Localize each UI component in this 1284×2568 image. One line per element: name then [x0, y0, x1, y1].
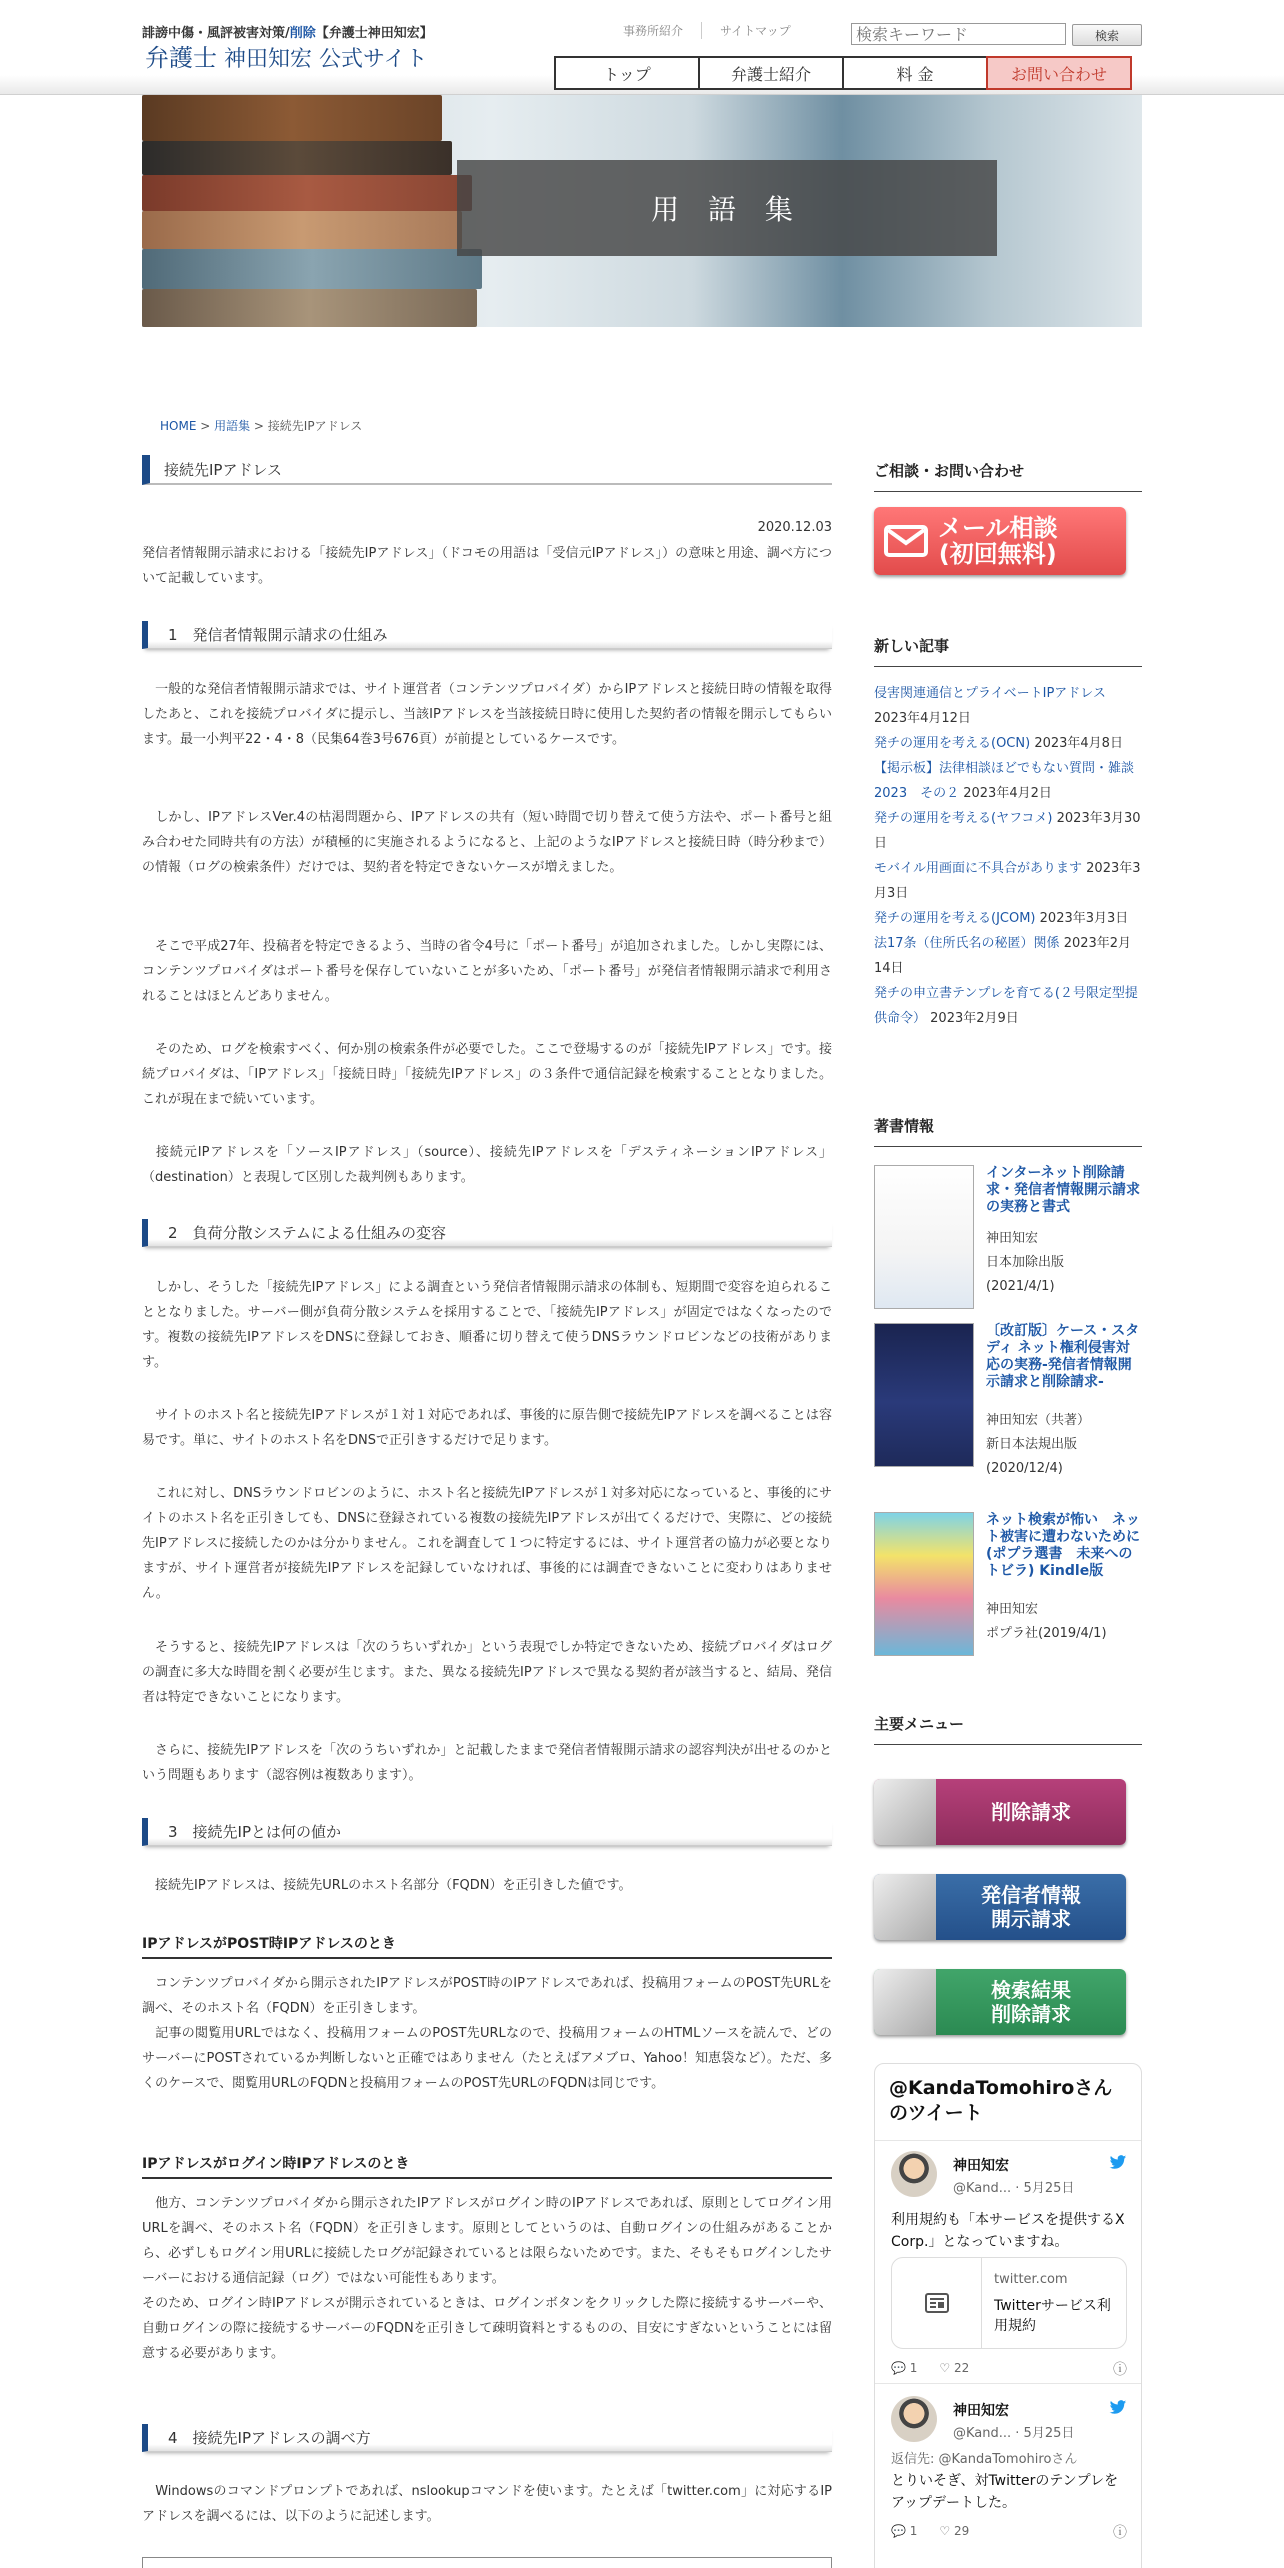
- twitter-bird-icon: [1109, 2400, 1127, 2419]
- subsection-post-heading: IPアドレスがPOST時IPアドレスのとき: [142, 1933, 832, 1959]
- news-title[interactable]: 発チの運用を考える(ヤフコメ): [874, 811, 1053, 826]
- card-doc-icon: [892, 2258, 982, 2348]
- nav-fees[interactable]: 料 金: [842, 56, 988, 90]
- section-1-para-3: そこで平成27年、投稿者を特定できるよう、当時の省令4号に「ポート番号」が追加されました。しかし実際には、コンテンツプロバイダはポート番号を保存していないことが多いため、「ポート番号」が発信者情報開示請求で利用されることはほとんどありません。: [142, 939, 832, 1004]
- news-date: 2023年2月9日: [930, 1011, 1019, 1026]
- breadcrumb-sep: >: [196, 419, 215, 433]
- news-title[interactable]: 発チの申立書テンプレを育てる(２号限定型提供命令）: [874, 986, 1138, 1026]
- avatar[interactable]: [891, 2396, 937, 2442]
- tweet-handle-date: @Kand... · 5月25日: [953, 2181, 1075, 2196]
- news-date: 2023年3月3日: [1039, 911, 1129, 926]
- page-banner: [142, 95, 1142, 327]
- card-domain: twitter.com: [994, 2272, 1068, 2287]
- menu-search-result-deletion[interactable]: [874, 1969, 1126, 2035]
- section-1-para-5: 接続元IPアドレスを「ソースIPアドレス」（source）、接続先IPアドレスを「デスティネーションIPアドレス」（destination）と表現して区別した裁判例もあります。: [142, 1145, 832, 1185]
- like-count[interactable]: ♡ 29: [939, 2524, 970, 2538]
- news-title[interactable]: 【掲示板】法律相談ほどでもない質問・雑談2023 その２: [874, 761, 1135, 801]
- search-input[interactable]: [851, 23, 1066, 45]
- news-item[interactable]: [874, 756, 1142, 806]
- news-date: 2023年4月12日: [874, 711, 971, 726]
- logo-lawyer-text: 弁護士: [145, 44, 217, 72]
- subsection-login-heading: IPアドレスがログイン時IPアドレスのとき: [142, 2153, 832, 2179]
- tweet-handle-date: @Kand... · 5月25日: [953, 2426, 1075, 2441]
- news-list: [874, 681, 1142, 1031]
- section-1-para-1: 一般的な発信者情報開示請求では、サイト運営者（コンテンツプロバイダ）からIPアドレスと接続日時の情報を取得したあと、これを接続プロバイダに提示し、当該IPアドレスを当該接続日時に使用した契約者の情報を開示してもらいます。最一小判平22・4・8（民集64巻3号676頁）が前提としているケースです。: [142, 682, 832, 747]
- section-1-para-2: しかし、IPアドレスVer.4の枯渇問題から、IPアドレスの共有（短い時間で切り替えて使う方法や、ポート番号と組み合わせた同時共有の方法）が積極的に実施されるようになると、上記のようなIPアドレスと接続日時（時分秒まで）の情報（ログの検索条件）だけでは、契約者を特定できないケースが増えました。: [142, 810, 832, 875]
- section-2-heading: 2 負荷分散システムによる仕組みの変容: [142, 1219, 832, 1247]
- site-header: [0, 0, 1284, 95]
- subsection-login-body: 他方、コンテンツプロバイダから開示されたIPアドレスがログイン時のIPアドレスであれば、原則としてログイン用URLを調べ、そのホスト名（FQDN）を正引きします。原則としてというのは、自動ログインの仕組みがあることから、必ずしもログイン用URLに接続したログが記録されているとは限らないためです。また、そもそもログインしたサーバーにおける通信記録（ログ）ではない可能性もあります。 そのため、ログイン時IPアドレスが開示されているときは、ログインボタンをクリックした際に接続するサーバーや、自動ログインの際に接続するサーバーのFQDNを正引きして疎明資料とするものの、目安にすぎないということには留意する必要があります。: [142, 2196, 832, 2361]
- book-item[interactable]: [874, 1165, 1142, 1315]
- reply-count-value: 1: [909, 2361, 918, 2375]
- avatar[interactable]: [891, 2151, 937, 2197]
- books-heading: 著書情報: [874, 1115, 1142, 1147]
- tagline-highlight: 削除: [289, 26, 316, 41]
- section-1-heading: 1 発信者情報開示請求の仕組み: [142, 621, 832, 649]
- section-3-para-1: 接続先IPアドレスは、接続先URLのホスト名部分（FQDN）を正引きした値です。: [142, 1878, 632, 1893]
- section-2-para-3: これに対し、DNSラウンドロビンのように、ホスト名と接続先IPアドレスが１対多対応になっていると、事後的にサイトのホスト名を正引きしても、DNSに登録されている複数の接続先IPアドレスが出てくるだけで、実際に、どの接続先IPアドレスに接続したのかは分かりません。これを調査して１つに特定するには、サイト運営者の協力が必要となりますが、サイト運営者が接続先IPアドレスを記録していなければ、事後的には調査できないことに変わりはありません。: [142, 1486, 832, 1601]
- article-intro: 発信者情報開示請求における「接続先IPアドレス」（ドコモの用語は「受信元IPアドレス」）の意味と用途、調べ方について記載しています。: [142, 546, 832, 586]
- nav-contact[interactable]: お問い合わせ: [986, 56, 1132, 90]
- book-meta: [986, 1227, 1064, 1299]
- section-2-para-5: さらに、接続先IPアドレスを「次のうちいずれか」と記載したままで発信者情報開示請求の認容判決が出せるのかという問題もあります（認容例は複数あります）。: [142, 1743, 832, 1783]
- news-title[interactable]: 法17条（住所氏名の秘匿）関係: [874, 936, 1060, 951]
- reply-count[interactable]: 💬 1: [891, 2524, 918, 2538]
- twitter-heading[interactable]: @KandaTomohiroさんのツイート: [875, 2064, 1141, 2141]
- news-item[interactable]: [874, 681, 1142, 731]
- news-item[interactable]: [874, 981, 1142, 1031]
- tagline-lawyer: 【弁護士神田知宏】: [315, 26, 433, 41]
- page-title: 接続先IPアドレス: [142, 455, 832, 485]
- tweet-stats: [891, 2361, 969, 2375]
- book-cover-image[interactable]: [874, 1512, 974, 1656]
- like-count-value: 29: [953, 2524, 970, 2538]
- menu-label: 発信者情報 開示請求: [981, 1883, 1081, 1931]
- news-title[interactable]: 発チの運用を考える(JCOM): [874, 911, 1036, 926]
- book-publisher: 新日本法規出版: [986, 1437, 1078, 1452]
- book-cover-image[interactable]: [874, 1165, 974, 1309]
- tweet-author[interactable]: 神田知宏: [953, 2403, 1009, 2419]
- mail-consult-button[interactable]: [874, 507, 1126, 575]
- book-date: (2020/12/4): [986, 1461, 1063, 1476]
- book-author: 神田知宏: [986, 1231, 1039, 1246]
- news-title[interactable]: 発チの運用を考える(OCN): [874, 736, 1031, 751]
- tagline-text: 誹謗中傷・風評被害対策/: [142, 26, 290, 41]
- menu-label: 削除請求: [991, 1800, 1071, 1824]
- twitter-timeline: [874, 2063, 1142, 2568]
- news-item[interactable]: [874, 906, 1142, 931]
- logo-name-text: 神田知宏 公式サイト: [224, 47, 428, 72]
- contact-heading: ご相談・お問い合わせ: [874, 460, 1142, 492]
- link-office[interactable]: 事務所紹介: [623, 24, 684, 38]
- news-date: 2023年2月14日: [874, 936, 1132, 976]
- menu-label: 検索結果 削除請求: [991, 1978, 1071, 2026]
- menu-deletion-request[interactable]: [874, 1779, 1126, 1845]
- section-4-heading: 4 接続先IPアドレスの調べ方: [142, 2424, 832, 2452]
- book-author: 神田知宏（共著）: [986, 1413, 1091, 1428]
- news-item[interactable]: [874, 806, 1142, 856]
- news-title[interactable]: 侵害関連通信とプライベートIPアドレス: [874, 686, 1106, 701]
- news-item[interactable]: [874, 856, 1142, 906]
- menu-thumbnail: [874, 1779, 936, 1845]
- book-publisher: 日本加除出版: [986, 1255, 1065, 1270]
- book-title[interactable]: ネット検索が怖い ネット被害に遭わないために (ポプラ選書 未来へのトビラ) Kindle版: [986, 1512, 1140, 1579]
- book-author: 神田知宏: [986, 1602, 1039, 1617]
- section-2-para-4: そうすると、接続先IPアドレスは「次のうちいずれか」という表現でしか特定できないため、接続プロバイダはログの調査に多大な時間を割く必要が生じます。また、異なる接続先IPアドレスで異なる契約者が該当すると、結局、発信者は特定できないことになります。: [142, 1640, 832, 1705]
- book-title[interactable]: 〔改訂版〕ケース・スタディ ネット権利侵害対応の実務-発信者情報開示請求と削除請求-: [986, 1323, 1140, 1390]
- search-button[interactable]: 検索: [1072, 24, 1142, 46]
- news-heading: 新しい記事: [874, 635, 1142, 667]
- reply-count-value: 1: [909, 2524, 918, 2538]
- book-date: (2021/4/1): [986, 1279, 1055, 1294]
- mail-icon: [874, 525, 938, 557]
- banner-title: 用 語 集: [457, 160, 997, 256]
- book-item[interactable]: [874, 1323, 1142, 1476]
- main-nav: [556, 56, 1132, 90]
- book-item[interactable]: [874, 1512, 1142, 1662]
- tweet[interactable]: [875, 2139, 1142, 2384]
- news-date: 2023年4月2日: [963, 786, 1052, 801]
- breadcrumb-current: 接続先IPアドレス: [267, 419, 363, 433]
- book-title[interactable]: インターネット削除請求・発信者情報開示請求の実務と書式: [986, 1165, 1140, 1215]
- news-date: 2023年3月30日: [874, 811, 1141, 851]
- breadcrumb: [160, 417, 362, 434]
- nav-top[interactable]: トップ: [554, 56, 700, 90]
- breadcrumb-sep: >: [250, 419, 268, 433]
- menu-disclosure-request[interactable]: [874, 1874, 1126, 1940]
- news-item[interactable]: [874, 931, 1142, 981]
- breadcrumb-glossary[interactable]: 用語集: [214, 419, 251, 433]
- news-date: 2023年3月3日: [874, 861, 1141, 901]
- menu-thumbnail: [874, 1874, 936, 1940]
- nav-lawyer[interactable]: 弁護士紹介: [698, 56, 844, 90]
- link-sitemap[interactable]: サイトマップ: [701, 22, 809, 39]
- news-date: 2023年4月8日: [1034, 736, 1123, 751]
- book-meta: [986, 1598, 1107, 1646]
- section-4-para-1: Windowsのコマンドプロンプトであれば、nslookupコマンドを使います。たとえば「twitter.com」に対応するIPアドレスを調べるには、以下のように記述します。: [142, 2484, 832, 2524]
- tweet-reply-to[interactable]: 返信先: @KandaTomohiroさん: [891, 2452, 1078, 2467]
- reply-count[interactable]: 💬 1: [891, 2361, 918, 2375]
- info-icon[interactable]: ⓘ: [1113, 2525, 1127, 2541]
- info-icon[interactable]: ⓘ: [1113, 2362, 1127, 2378]
- tweet-author[interactable]: 神田知宏: [953, 2158, 1009, 2174]
- section-1-para-4: そのため、ログを検索すべく、何か別の検索条件が必要でした。ここで登場するのが「接続先IPアドレス」です。接続プロバイダは、「IPアドレス」「接続日時」「接続先IPアドレス」の３条件で通信記録を検索することとなりました。これが現在まで続いています。: [142, 1042, 832, 1107]
- mail-button-label: メール相談 (初回無料): [938, 514, 1058, 568]
- book-cover-image[interactable]: [874, 1323, 974, 1467]
- like-count[interactable]: ♡ 22: [939, 2361, 970, 2375]
- tweet-body: 利用規約も「本サービスを提供するX Corp.」となっていますね。: [891, 2212, 1125, 2250]
- breadcrumb-home[interactable]: HOME: [160, 419, 197, 433]
- section-3-heading: 3 接続先IPとは何の値か: [142, 1818, 832, 1846]
- tweet-body: とりいそぎ、対Twitterのテンプレをアップデートした。: [891, 2473, 1119, 2511]
- section-2-para-2: サイトのホスト名と接続先IPアドレスが１対１対応であれば、事後的に原告側で接続先IPアドレスを調べることは容易です。単に、サイトのホスト名をDNSで正引きするだけで足ります。: [142, 1408, 832, 1448]
- menu-thumbnail: [874, 1969, 936, 2035]
- article-date: 2020.12.03: [757, 520, 832, 535]
- twitter-bird-icon: [1109, 2155, 1127, 2174]
- book-publisher: ポプラ社(2019/4/1): [986, 1626, 1107, 1641]
- site-logo[interactable]: [145, 38, 427, 73]
- code-box: [142, 2557, 832, 2568]
- tweet-link-card[interactable]: [891, 2257, 1127, 2349]
- like-count-value: 22: [953, 2361, 970, 2375]
- tweet-stats: [891, 2524, 969, 2538]
- news-title[interactable]: モバイル用画面に不具合があります: [874, 861, 1083, 876]
- menu-heading: 主要メニュー: [874, 1713, 1142, 1745]
- card-title: Twitterサービス利用規約: [994, 2298, 1111, 2334]
- section-2-para-1: しかし、そうした「接続先IPアドレス」による調査という発信者情報開示請求の体制も、短期間で変容を迫られることとなりました。サーバー側が負荷分散システムを採用することで、「接続先IPアドレス」が固定ではなくなったのです。複数の接続先IPアドレスをDNSに登録しておき、順番に切り替えて使うDNSラウンドロビンなどの技術があります。: [142, 1280, 832, 1370]
- news-item[interactable]: [874, 731, 1142, 756]
- book-meta: [986, 1409, 1090, 1481]
- tweet[interactable]: [875, 2384, 1142, 2568]
- subsection-post-body: コンテンツプロバイダから開示されたIPアドレスがPOST時のIPアドレスであれば、投稿用フォームのPOST先URLを調べ、そのホスト名（FQDN）を正引きします。 記事の閲覧用URLではなく、投稿用フォームのPOST先URLなので、投稿用フォームのHTMLソースを読んで、どのサーバーにPOSTされているか判断しないと正確ではありません（たとえばアメブロ、Yahoo！知恵袋など）。ただ、多くのケースで、閲覧用URLのFQDNと投稿用フォームのPOST先URLのFQDNは同じです。: [142, 1976, 832, 2091]
- utility-links: [605, 22, 809, 39]
